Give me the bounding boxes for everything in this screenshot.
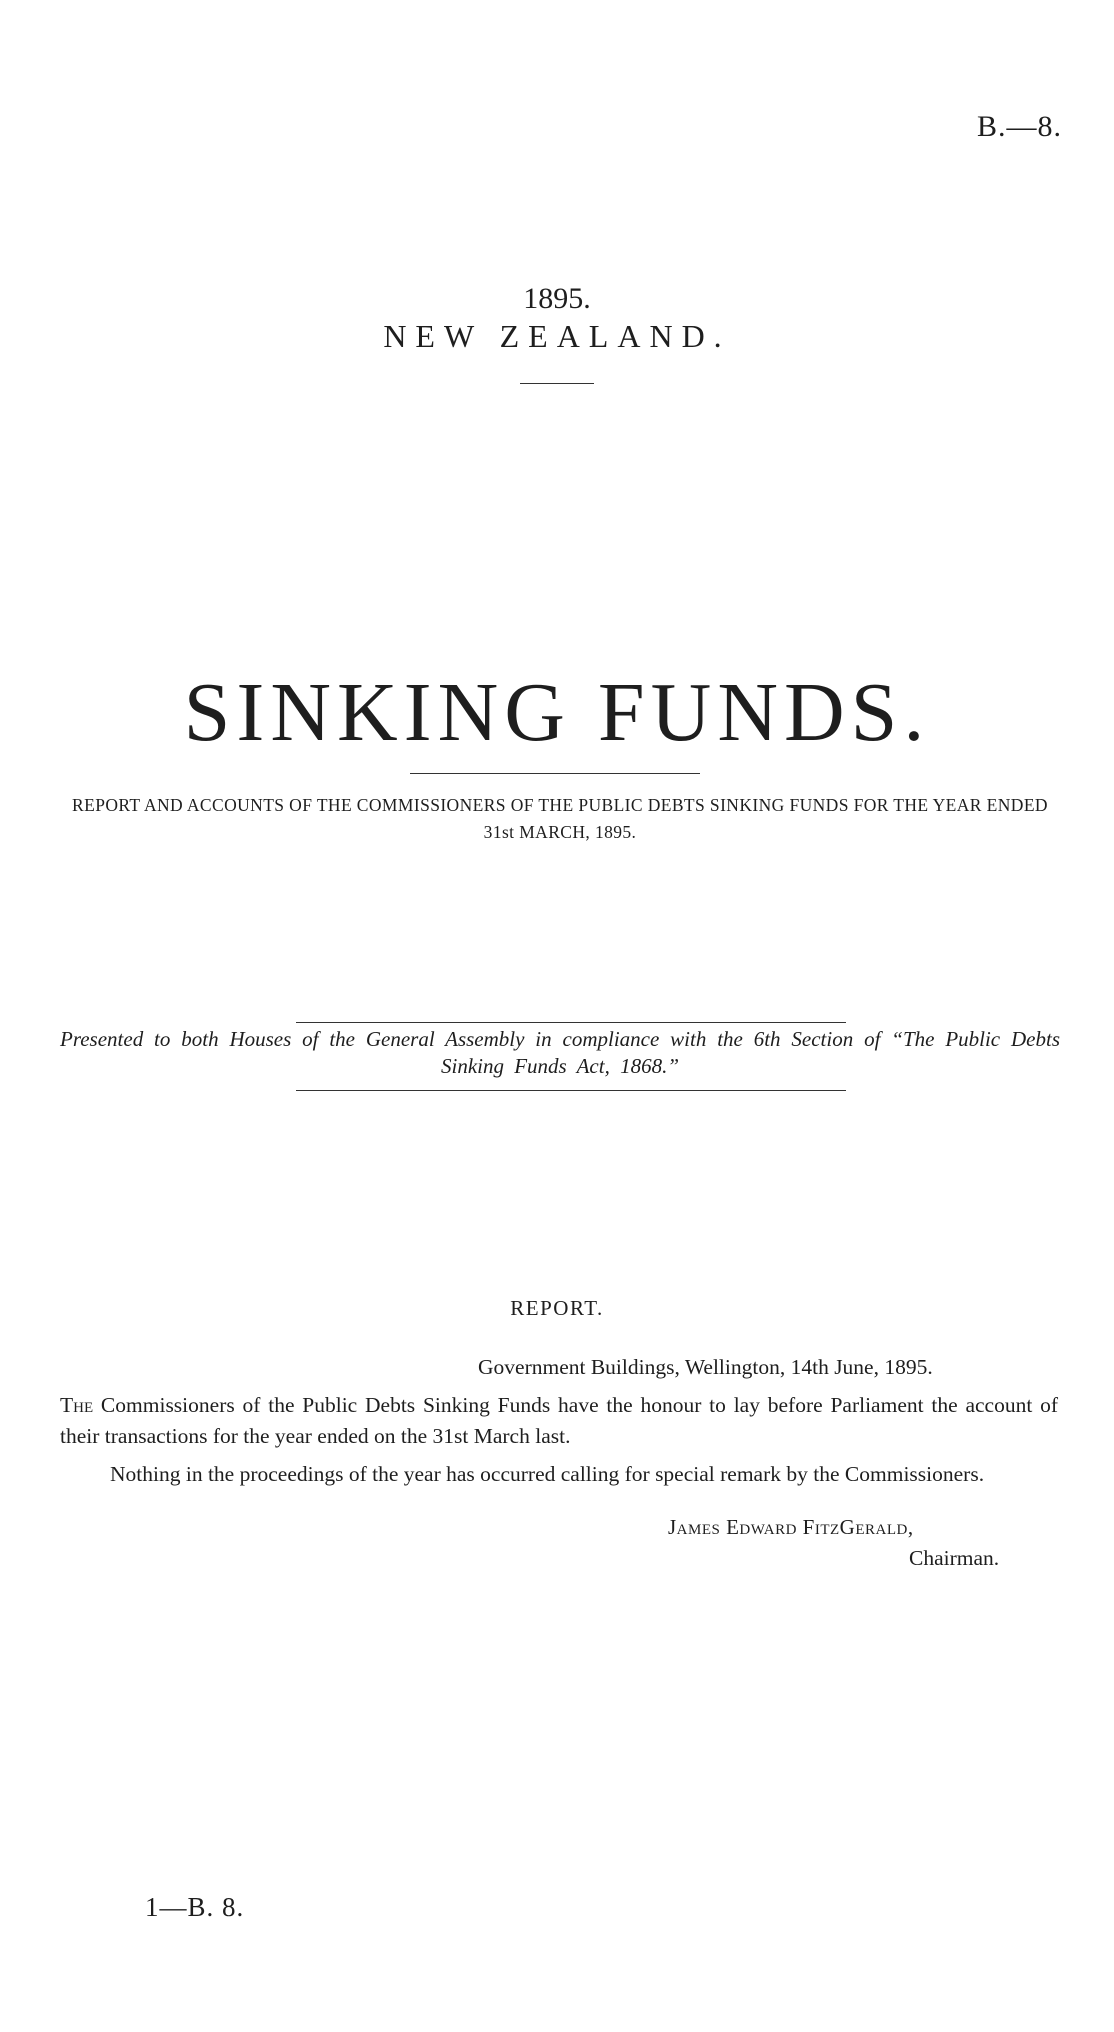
presentation-note: Presented to both Houses of the General Assembly in compliance with the 6th Section of “The Public Debts Sinking Funds Act, 1868.”: [60, 1027, 1060, 1078]
report-paragraph-2: Nothing in the proceedings of the year has occurred calling for special remark by the Commissioners.: [110, 1462, 985, 1486]
footer-page-reference: 1—B. 8.: [145, 1892, 245, 1922]
document-title: SINKING FUNDS.: [183, 666, 931, 759]
signatory-name: James Edward FitzGerald,: [668, 1515, 914, 1539]
presented-rule-top: [296, 1022, 846, 1023]
document-year: 1895.: [523, 282, 591, 315]
signatory-title: Chairman.: [909, 1546, 1000, 1570]
report-heading: REPORT.: [510, 1296, 604, 1320]
document-subtitle: REPORT AND ACCOUNTS OF THE COMMISSIONERS OF THE PUBLIC DEBTS SINKING FUNDS FOR THE YEAR ENDED 31st MARCH, 1895.: [72, 795, 1048, 842]
country-heading: NEW ZEALAND.: [383, 318, 731, 354]
presented-rule-bottom: [296, 1090, 846, 1091]
paragraph-lead-word: The: [60, 1393, 94, 1417]
page-reference: B.—8.: [976, 110, 1062, 143]
title-divider: [410, 773, 700, 774]
header-divider: [520, 383, 594, 384]
report-dateline: Government Buildings, Wellington, 14th June, 1895.: [478, 1355, 933, 1379]
paragraph-1-text: Commissioners of the Public Debts Sinking Funds have the honour to lay before Parliament the account of their transactions for the year ended on the 31st March last.: [60, 1393, 1058, 1448]
report-paragraph-1: [60, 1390, 1058, 1452]
